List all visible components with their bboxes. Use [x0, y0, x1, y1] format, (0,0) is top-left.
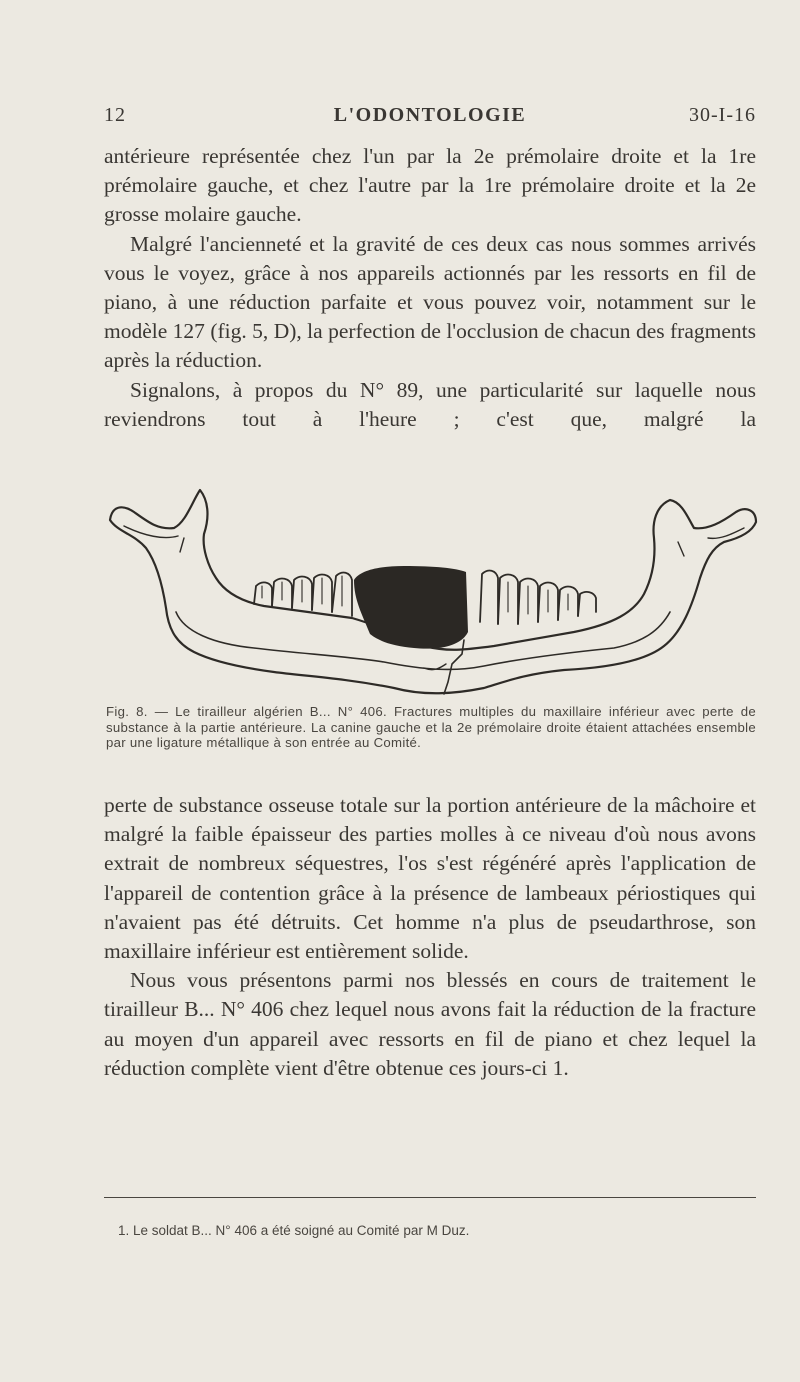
- paragraph: Malgré l'ancienneté et la gravité de ces deux cas nous sommes arrivés vous le voyez, grâce à nos appareils actionnés par les ressorts en fil de piano, à une réduction parfaite et vous pouvez voir, notamment sur le modèle 127 (fig. 5, D), la perfection de l'occlusion de chacun des fragments après la réduction.: [104, 231, 756, 373]
- paragraph: Nous vous présentons parmi nos blessés en cours de traitement le tirailleur B... N° 406 chez lequel nous avons fait la réduction de la fracture au moyen d'un appareil avec ressorts en fil de piano et chez lequel la réduction complète vient d'être obtenue ces jours-ci 1.: [104, 968, 756, 1080]
- issue-date: 30-I-16: [689, 104, 756, 126]
- body-text-top: [104, 142, 756, 434]
- page-number: 12: [104, 104, 126, 126]
- bone-loss-region: [354, 566, 468, 649]
- left-teeth: [254, 573, 352, 616]
- footnote-divider: [104, 1197, 756, 1198]
- footnote: 1. Le soldat B... N° 406 a été soigné au Comité par M Duz.: [118, 1223, 470, 1238]
- paragraph: Signalons, à propos du N° 89, une particularité sur laquelle nous reviendrons tout à l'heure ; c'est que, malgré la: [104, 377, 756, 431]
- mandible-illustration: [104, 482, 760, 700]
- figure-caption: Fig. 8. — Le tirailleur algérien B... N° 406. Fractures multiples du maxillaire inférieur avec perte de substance à la partie antérieure. La canine gauche et la 2e prémolaire droite étaient attachées ensemble par une ligature métallique à son entrée au Comité.: [106, 704, 756, 751]
- paragraph: perte de substance osseuse totale sur la portion antérieure de la mâchoire et malgré la faible épaisseur des parties molles à ce niveau d'où nous avons extrait de nombreux séquestres, l'os s'est régénéré après l'application de l'appareil de contention grâce à la présence de lambeaux périostiques qui n'avaient pas été détruits. Cet homme n'a plus de pseudarthrose, son maxillaire inférieur est entièrement solide.: [104, 793, 756, 964]
- right-teeth: [480, 571, 596, 624]
- fracture-line: [444, 640, 464, 694]
- running-header: [104, 104, 756, 134]
- paragraph: antérieure représentée chez l'un par la 2e prémolaire droite et la 1re prémolaire gauche, et chez l'autre par la 1re prémolaire droite et la 2e grosse molaire gauche.: [104, 144, 756, 227]
- journal-title: L'ODONTOLOGIE: [333, 104, 527, 126]
- body-text-bottom: [104, 791, 756, 1083]
